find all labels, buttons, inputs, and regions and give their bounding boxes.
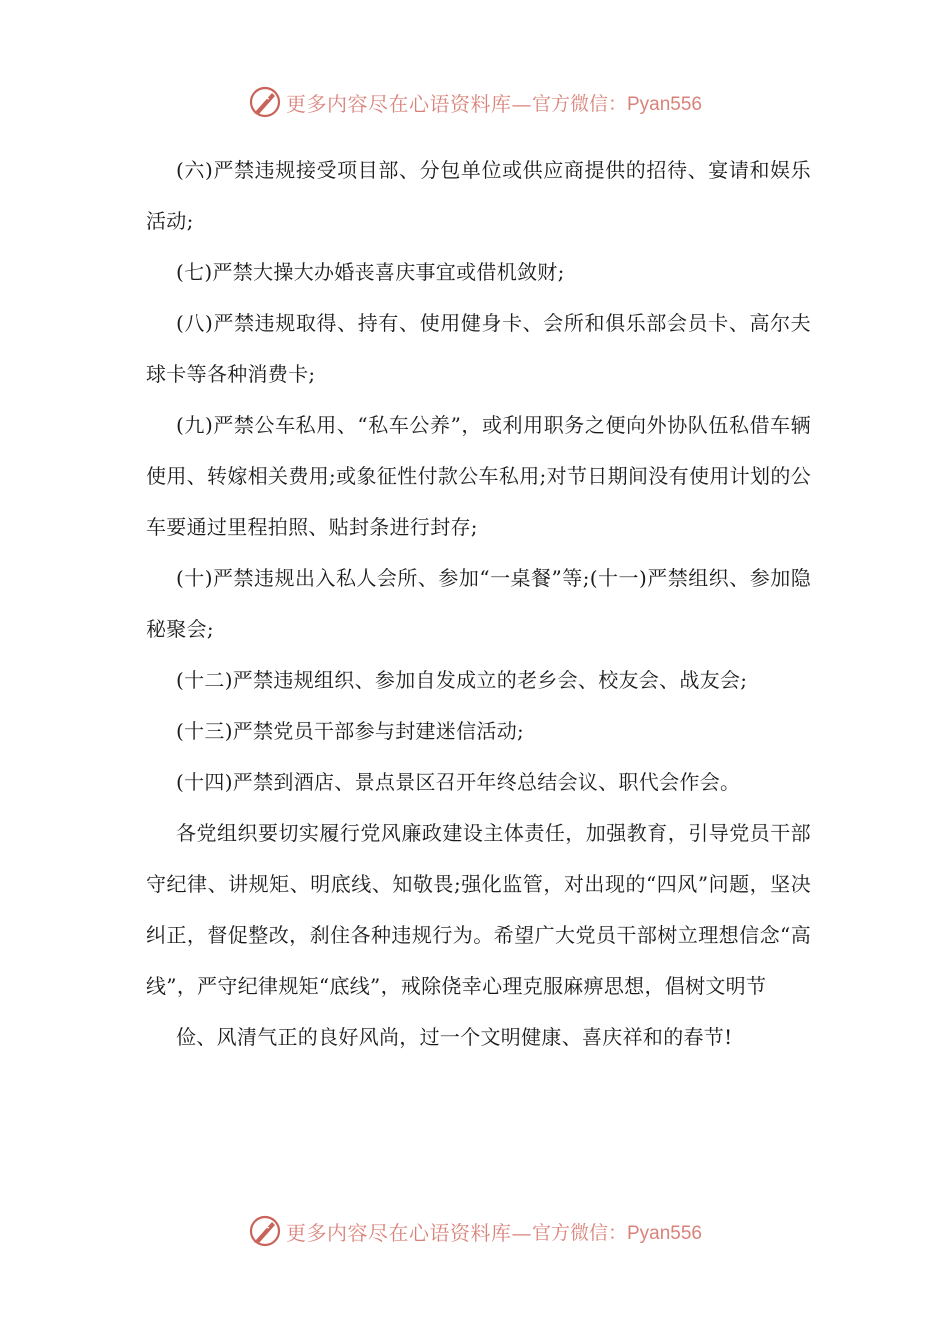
- paragraph: 俭、风清气正的良好风尚，过一个文明健康、喜庆祥和的春节!: [176, 1025, 733, 1049]
- pen-logo-icon: [248, 1214, 282, 1248]
- paragraph: (十四)严禁到酒店、景点景区召开年终总结会议、职代会作会。: [176, 770, 741, 794]
- pen-logo-icon: [248, 85, 282, 119]
- banner-site-text: 更多内容尽在心语资料库—: [285, 91, 532, 116]
- paragraph: (十二)严禁违规组织、参加自发成立的老乡会、校友会、战友会;: [176, 668, 748, 692]
- banner-wechat-text: 官方微信：Pyan556: [531, 93, 702, 115]
- paragraph: (十三)严禁党员干部参与封建迷信活动;: [176, 719, 525, 743]
- paragraph: (七)严禁大操大办婚丧喜庆事宜或借机敛财;: [176, 260, 565, 284]
- document-body: [146, 145, 811, 1063]
- paragraph: (十)严禁违规出入私人会所、参加“一桌餐”等;(十一)严禁组织、参加隐秘聚会;: [146, 566, 811, 641]
- paragraph: (九)严禁公车私用、“私车公养”，或利用职务之便向外协队伍私借车辆使用、转嫁相关费用;或象征性付款公车私用;对节日期间没有使用计划的公车要通过里程拍照、贴封条进行封存;: [146, 413, 811, 539]
- paragraph: (八)严禁违规取得、持有、使用健身卡、会所和俱乐部会员卡、高尔夫球卡等各种消费卡;: [146, 311, 811, 386]
- banner-site-text: 更多内容尽在心语资料库—: [285, 1220, 532, 1245]
- paragraph: (六)严禁违规接受项目部、分包单位或供应商提供的招待、宴请和娱乐活动;: [146, 158, 811, 233]
- banner-wechat-text: 官方微信：Pyan556: [531, 1222, 702, 1244]
- footer-banner: [0, 1211, 950, 1251]
- header-banner: [0, 82, 950, 122]
- paragraph: 各党组织要切实履行党风廉政建设主体责任，加强教育，引导党员干部守纪律、讲规矩、明底线、知敬畏;强化监管，对出现的“四风”问题，坚决纠正，督促整改，刹住各种违规行为。希望广大党员干部树立理想信念“高线”，严守纪律规矩“底线”，戒除侥幸心理克服麻痹思想，倡树文明节: [146, 821, 811, 998]
